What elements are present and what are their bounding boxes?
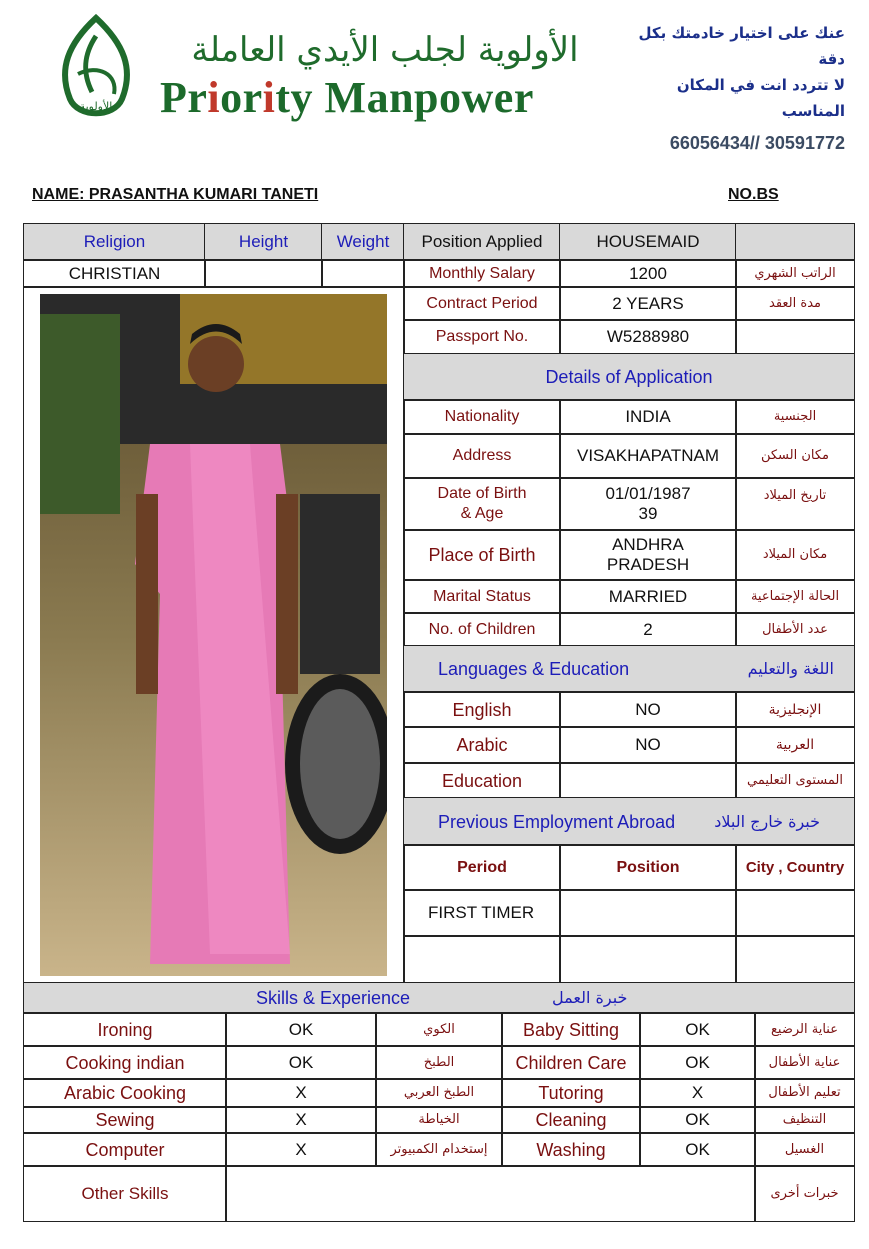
arabic-value: NO [559, 726, 737, 764]
dob-ar: تاريخ الميلاد [735, 477, 855, 531]
employment-row-1-period: FIRST TIMER [403, 889, 561, 937]
position-label: Position Applied [403, 223, 561, 261]
marital-label: Marital Status [403, 579, 561, 614]
skill-left-label-1: Ironing [23, 1012, 227, 1047]
other-skills-value [225, 1165, 756, 1222]
education-label: Education [403, 762, 561, 799]
children-label: No. of Children [403, 612, 561, 647]
skill-right-ar-4: التنظيف [754, 1106, 855, 1134]
skill-right-value-1: OK [639, 1012, 756, 1047]
employment-section-title [403, 797, 855, 846]
marital-ar: الحالة الإجتماعية [735, 579, 855, 614]
skill-left-label-2: Cooking indian [23, 1045, 227, 1080]
skill-left-value-5: X [225, 1132, 377, 1167]
position-value: HOUSEMAID [559, 223, 737, 261]
logo-text: الأولوية [79, 100, 113, 113]
contract-label: Contract Period [403, 286, 561, 321]
skill-right-label-4: Cleaning [501, 1106, 641, 1134]
salary-ar: الراتب الشهري [735, 259, 855, 288]
address-label: Address [403, 433, 561, 479]
education-value [559, 762, 737, 799]
skill-left-value-1: OK [225, 1012, 377, 1047]
languages-title-ar: اللغة والتعليم [747, 659, 834, 678]
arabic-label: Arabic [403, 726, 561, 764]
nationality-label: Nationality [403, 399, 561, 435]
employment-title: Previous Employment Abroad [438, 811, 676, 832]
skill-right-value-2: OK [639, 1045, 756, 1080]
english-label: English [403, 691, 561, 728]
address-value: VISAKHAPATNAM [559, 433, 737, 479]
religion-value: CHRISTIAN [23, 259, 206, 288]
other-skills-ar: خبرات أخرى [754, 1165, 855, 1222]
education-ar: المستوى التعليمي [735, 762, 855, 799]
passport-label: Passport No. [403, 319, 561, 355]
skill-right-label-2: Children Care [501, 1045, 641, 1080]
pob-ar: مكان الميلاد [735, 529, 855, 581]
children-value: 2 [559, 612, 737, 647]
languages-section-title [403, 645, 855, 693]
skill-left-value-2: OK [225, 1045, 377, 1080]
contract-value: 2 YEARS [559, 286, 737, 321]
employment-row-2-position [559, 935, 737, 984]
phone-numbers: 66056434// 30591772 [669, 133, 845, 153]
address-ar: مكان السكن [735, 433, 855, 479]
salary-value: 1200 [559, 259, 737, 288]
skill-left-ar-5: إستخدام الكمبيوتر [375, 1132, 503, 1167]
skill-right-ar-2: عناية الأطفال [754, 1045, 855, 1080]
weight-value [321, 259, 405, 288]
employment-city-header: City , Country [735, 844, 855, 891]
height-value [204, 259, 323, 288]
skill-left-value-3: X [225, 1078, 377, 1108]
skill-left-label-5: Computer [23, 1132, 227, 1167]
skill-left-ar-1: الكوي [375, 1012, 503, 1047]
english-ar: الإنجليزية [735, 691, 855, 728]
brand-name-english: Priority Manpower [160, 73, 534, 122]
employment-row-2-city [735, 935, 855, 984]
pob-value: ANDHRA PRADESH [559, 529, 737, 581]
english-value: NO [559, 691, 737, 728]
skill-right-ar-1: عناية الرضيع [754, 1012, 855, 1047]
skill-right-value-3: X [639, 1078, 756, 1108]
employment-row-1-position [559, 889, 737, 937]
skill-right-ar-5: الغسيل [754, 1132, 855, 1167]
nationality-value: INDIA [559, 399, 737, 435]
other-skills-label: Other Skills [23, 1165, 227, 1222]
employment-period-header: Period [403, 844, 561, 891]
skill-left-ar-2: الطبخ [375, 1045, 503, 1080]
dob-label: Date of Birth & Age [403, 477, 561, 531]
skill-left-label-4: Sewing [23, 1106, 227, 1134]
skill-right-ar-3: تعليم الأطفال [754, 1078, 855, 1108]
skills-title-ar: خبرة العمل [552, 988, 628, 1007]
skills-section-title [23, 982, 855, 1014]
arabic-ar: العربية [735, 726, 855, 764]
languages-title: Languages & Education [438, 659, 630, 679]
employment-row-1-city [735, 889, 855, 937]
employment-title-ar: خبرة خارج البلاد [714, 811, 820, 831]
slogan [630, 20, 845, 124]
skill-left-label-3: Arabic Cooking [23, 1078, 227, 1108]
company-logo [48, 14, 144, 126]
marital-value: MARRIED [559, 579, 737, 614]
dob-value: 01/01/1987 39 [559, 477, 737, 531]
skills-title: Skills & Experience [256, 988, 411, 1008]
brand-name-arabic: الأولوية لجلب الأيدي العاملة [191, 30, 579, 70]
slogan-line-1: عنك على اختيار خادمتك بكل دقة [638, 24, 845, 68]
passport-ar [735, 319, 855, 355]
salary-label: Monthly Salary [403, 259, 561, 288]
skill-left-ar-4: الخياطة [375, 1106, 503, 1134]
employment-row-2-period [403, 935, 561, 984]
slogan-line-2: لا تتردد انت في المكان المناسب [676, 76, 845, 120]
employment-position-header: Position [559, 844, 737, 891]
skill-right-label-1: Baby Sitting [501, 1012, 641, 1047]
skill-left-value-4: X [225, 1106, 377, 1134]
candidate-photo [40, 294, 387, 976]
skill-right-value-4: OK [639, 1106, 756, 1134]
children-ar: عدد الأطفال [735, 612, 855, 647]
nationality-ar: الجنسية [735, 399, 855, 435]
skill-right-label-5: Washing [501, 1132, 641, 1167]
candidate-name: NAME: PRASANTHA KUMARI TANETI [32, 186, 319, 203]
religion-header: Religion [23, 223, 206, 261]
passport-value: W5288980 [559, 319, 737, 355]
skill-right-label-3: Tutoring [501, 1078, 641, 1108]
reference-number: NO.BS [728, 186, 779, 203]
application-section-title: Details of Application [403, 353, 855, 401]
weight-header: Weight [321, 223, 405, 261]
pob-label: Place of Birth [403, 529, 561, 581]
height-header: Height [204, 223, 323, 261]
skill-right-value-5: OK [639, 1132, 756, 1167]
contract-ar: مدة العقد [735, 286, 855, 321]
position-ar [735, 223, 855, 261]
skill-left-ar-3: الطبخ العربي [375, 1078, 503, 1108]
